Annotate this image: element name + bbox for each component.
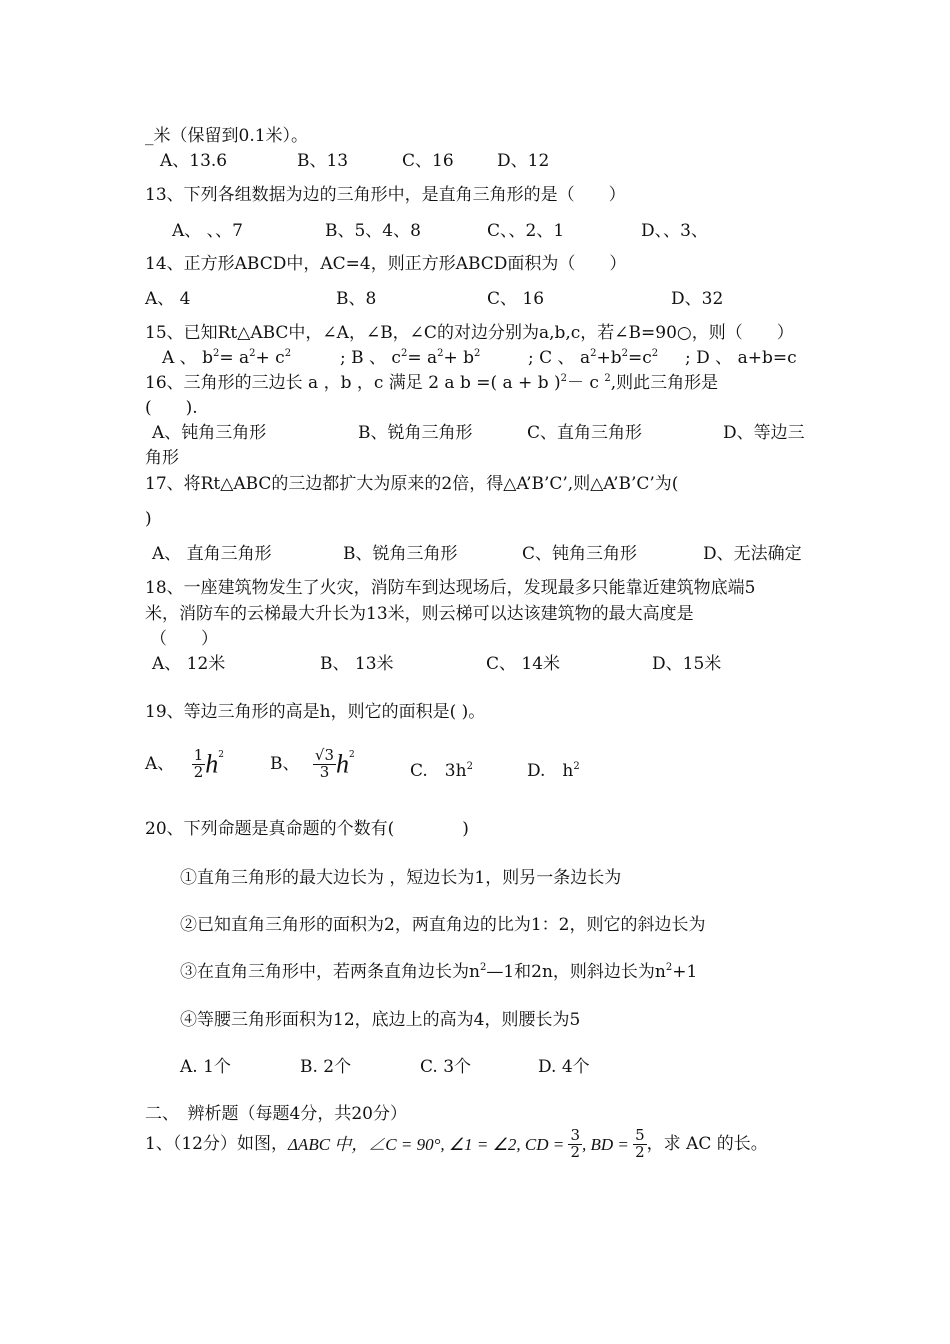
- q16-stem-line1: 16、三角形的三边长 a ，b ，c 满足 2 a b =( a + b )$^2$－ c $^2$,则此三角形是: [145, 373, 719, 393]
- q19-option-a-numerator: 1: [193, 746, 204, 764]
- q20-option-a: A. 1个: [180, 1057, 231, 1077]
- q17-option-a: A、 直角三角形: [152, 544, 272, 564]
- q16-option-a: A、钝角三角形: [152, 423, 267, 443]
- q12-option-a: A、13.6: [160, 151, 228, 171]
- q19-option-a-h: h: [205, 749, 219, 779]
- q13-stem: 13、下列各组数据为边的三角形中，是直角三角形的是（ ）: [145, 185, 626, 205]
- q19-option-b-h: h: [336, 749, 350, 779]
- q14-option-d: D、32: [671, 289, 724, 309]
- q15-stem: 15、已知Rt△ABC中，∠A，∠B，∠C的对边分别为a,b,c，若∠B=90○，则（ ）: [145, 323, 794, 343]
- q12-option-c: C、16: [402, 151, 454, 171]
- q20-option-d: D. 4个: [538, 1057, 590, 1077]
- q16-option-d: D、等边三: [723, 423, 805, 443]
- q13-option-b: B、5、4、8: [325, 221, 421, 241]
- q12-option-b: B、13: [297, 151, 349, 171]
- section2-q1-cd-numerator: 3: [570, 1126, 580, 1144]
- q20-option-b: B. 2个: [300, 1057, 352, 1077]
- q14-option-a: A、 4: [145, 289, 191, 309]
- q19-option-b-numerator: √3: [314, 746, 335, 764]
- q20-item-1: ①直角三角形的最大边长为 ，短边长为1，则另一条边长为: [180, 868, 622, 888]
- q19-stem: 19、等边三角形的高是h，则它的面积是( )。: [145, 702, 486, 722]
- q18-stem-line2: 米，消防车的云梯最大升长为13米，则云梯可以达该建筑物的最大高度是: [145, 604, 694, 624]
- q18-option-b: B、 13米: [320, 654, 394, 674]
- q15-option-a: A 、 $b^2= a^2+ c^2$: [162, 348, 292, 368]
- q19-option-c: C. $3h^2$: [410, 761, 473, 781]
- q19-option-a-fraction: [192, 748, 206, 781]
- section2-q1-mid: , BD =: [581, 1134, 634, 1154]
- section2-q1-math: ΔABC 中，∠C = 90°, ∠1 = ∠2, CD =: [287, 1134, 569, 1154]
- section2-q1: [145, 1128, 768, 1161]
- q17-option-c: C、钝角三角形: [522, 544, 638, 564]
- q15-option-b: ; B 、 $c^2= a^2+ b^2$: [340, 348, 481, 368]
- q16-option-c: C、直角三角形: [527, 423, 643, 443]
- q19-option-a-label: A、: [145, 753, 175, 774]
- q13-option-a: A、 、、7: [172, 221, 243, 241]
- q12-stem-tail: _米（保留到0.1米）。: [145, 126, 309, 146]
- q16-option-d-wrap: 角形: [145, 448, 179, 468]
- q17-option-b: B、锐角三角形: [343, 544, 458, 564]
- q19-option-a-exp: 2: [218, 749, 224, 760]
- q18-option-d: D、15米: [652, 654, 722, 674]
- q19-option-a-denominator: 2: [193, 762, 204, 781]
- q20-stem: 20、下列命题是真命题的个数有( ): [145, 819, 469, 839]
- q19-option-a: [145, 748, 224, 781]
- q14-option-c: C、 16: [487, 289, 545, 309]
- q20-item-3: ③在直角三角形中，若两条直角边长为$n^2—1$和2n，则斜边长为$n^2+1$: [180, 962, 698, 982]
- q15-option-d: ; D 、 a+b=c: [685, 348, 797, 368]
- section2-q1-bd-denominator: 2: [635, 1142, 645, 1161]
- q14-option-b: B、8: [336, 289, 377, 309]
- q19-option-b-fraction: [313, 748, 336, 781]
- q17-stem-line2: ): [145, 509, 152, 529]
- q19-option-b-exp: 2: [349, 749, 355, 760]
- section2-heading: 二、 辨析题（每题4分，共20分）: [145, 1104, 407, 1124]
- q19-option-b-label: B、: [270, 753, 300, 774]
- q13-option-d: D、、3、: [641, 221, 708, 241]
- q17-stem-line1: 17、将Rt△ABC的三边都扩大为原来的2倍，得△A’B’C’,则△A’B’C’为(: [145, 474, 679, 494]
- q13-option-c: C、、2、1: [487, 221, 565, 241]
- q20-option-c: C. 3个: [420, 1057, 472, 1077]
- section2-q1-bd-numerator: 5: [635, 1126, 645, 1144]
- q18-option-c: C、 14米: [486, 654, 561, 674]
- section2-q1-suffix: ，求 AC 的长。: [646, 1133, 768, 1154]
- q15-option-c: ; C 、 $a^2+b^2=c^2$: [528, 348, 659, 368]
- section2-q1-cd-fraction: [568, 1128, 582, 1161]
- q18-stem-line1: 18、一座建筑物发生了火灾，消防车到达现场后，发现最多只能靠近建筑物底端5: [145, 578, 756, 598]
- q12-option-d: D、12: [497, 151, 550, 171]
- q20-item-4: ④等腰三角形面积为12，底边上的高为4，则腰长为5: [180, 1010, 581, 1030]
- q17-option-d: D、无法确定: [703, 544, 802, 564]
- q19-option-d: D. $h^2$: [527, 761, 580, 781]
- q18-stem-line3: （ ）: [150, 629, 218, 649]
- section2-q1-bd-fraction: [633, 1128, 647, 1161]
- q19-option-b-denominator: 3: [319, 762, 330, 781]
- q16-stem-line2: ( ).: [145, 398, 198, 418]
- q14-stem: 14、正方形ABCD中，AC=4，则正方形ABCD面积为（ ）: [145, 254, 627, 274]
- q20-item-2: ②已知直角三角形的面积为2，两直角边的比为1：2，则它的斜边长为: [180, 915, 706, 935]
- q19-option-b: [270, 748, 355, 781]
- section2-q1-cd-denominator: 2: [570, 1142, 580, 1161]
- q18-option-a: A、 12米: [152, 654, 226, 674]
- q16-option-b: B、锐角三角形: [358, 423, 473, 443]
- section2-q1-prefix: 1、（12分）如图，: [145, 1133, 288, 1154]
